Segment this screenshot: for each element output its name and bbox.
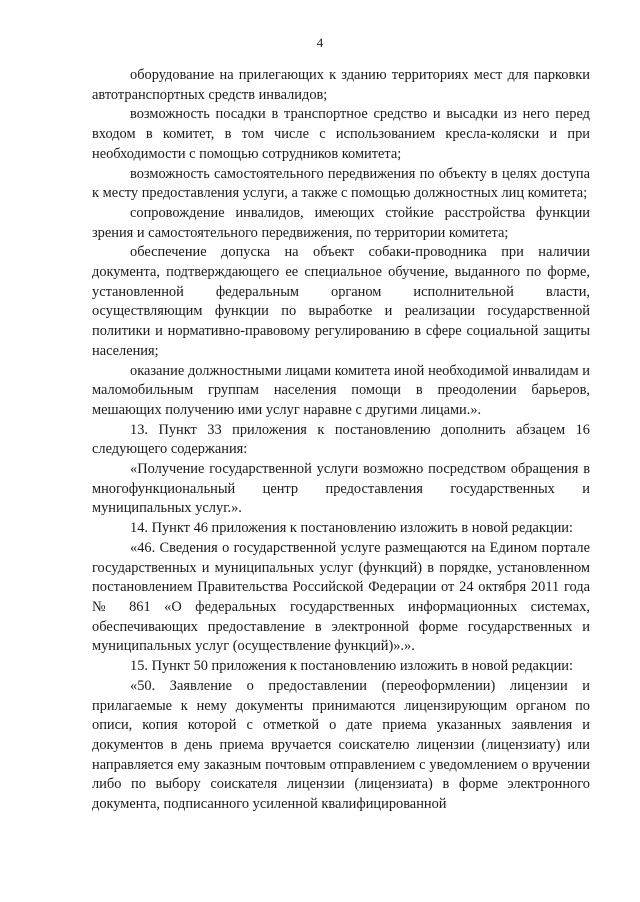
- paragraph-guide-dog: обеспечение допуска на объект собаки-проводника при наличии документа, подтверждающего ее специальное обучение, выданного по форме, установленной федеральным органом исполнительной власти, осуществляющим функции по выработке и реализации государственной политики и нормативно-правовому регулированию в сфере социальной защиты населения;: [92, 244, 590, 359]
- paragraph-parking: оборудование на прилегающих к зданию территориях мест для парковки автотранспортных средств инвалидов;: [92, 67, 590, 103]
- paragraph-item-50-quote: «50. Заявление о предоставлении (переоформлении) лицензии и прилагаемые к нему документы принимаются лицензирующим органом по описи, копия которой с отметкой о дате приема указанных заявления и документов в день приема вручается соискателю лицензии (лицензиату) или направляется ему заказным почтовым отправлением с уведомлением о вручении либо по выбору соискателя лицензии (лицензиата) в форме электронного документа, подписанного усиленной квалифицированной: [92, 677, 590, 813]
- paragraph-item-13: 13. Пункт 33 приложения к постановлению дополнить абзацем 16 следующего содержания:: [92, 421, 590, 458]
- paragraph-escort: сопровождение инвалидов, имеющих стойкие расстройства функции зрения и самостоятельного передвижения, по территории комитета;: [92, 204, 590, 241]
- paragraph-assistance: оказание должностными лицами комитета иной необходимой инвалидам и маломобильным группам населения помощи в преодолении барьеров, мешающих получению ими услуг наравне с другими лицами.».: [92, 362, 590, 418]
- page-number: 4: [316, 35, 324, 50]
- paragraph-item-14: 14. Пункт 46 приложения к постановлению изложить в новой редакции:: [130, 520, 574, 537]
- paragraph-item-46-quote: «46. Сведения о государственной услуге размещаются на Едином портале государственных и муниципальных услуг (функций) в порядке, установленном постановлением Правительства Российской Федерации от 24 октября 2011 года № 861 «О федеральных государственных информационных системах, обеспечивающих предоставление в электронной форме государственных и муниципальных услуг (осуществление функций)».».: [92, 539, 590, 655]
- paragraph-boarding: возможность посадки в транспортное средство и высадки из него перед входом в комитет, в том числе с использованием кресла-коляски и при необходимости с помощью сотрудников комитета;: [92, 106, 590, 162]
- document-body: [92, 66, 590, 815]
- paragraph-movement: возможность самостоятельного передвижения по объекту в целях доступа к месту предоставления услуги, а также с помощью должностных лиц комитета;: [92, 165, 590, 202]
- paragraph-item-15: 15. Пункт 50 приложения к постановлению изложить в новой редакции:: [130, 658, 574, 675]
- paragraph-mfc-quote: «Получение государственной услуги возможно посредством обращения в многофункциональный центр предоставления государственных и муниципальных услуг.».: [92, 461, 590, 517]
